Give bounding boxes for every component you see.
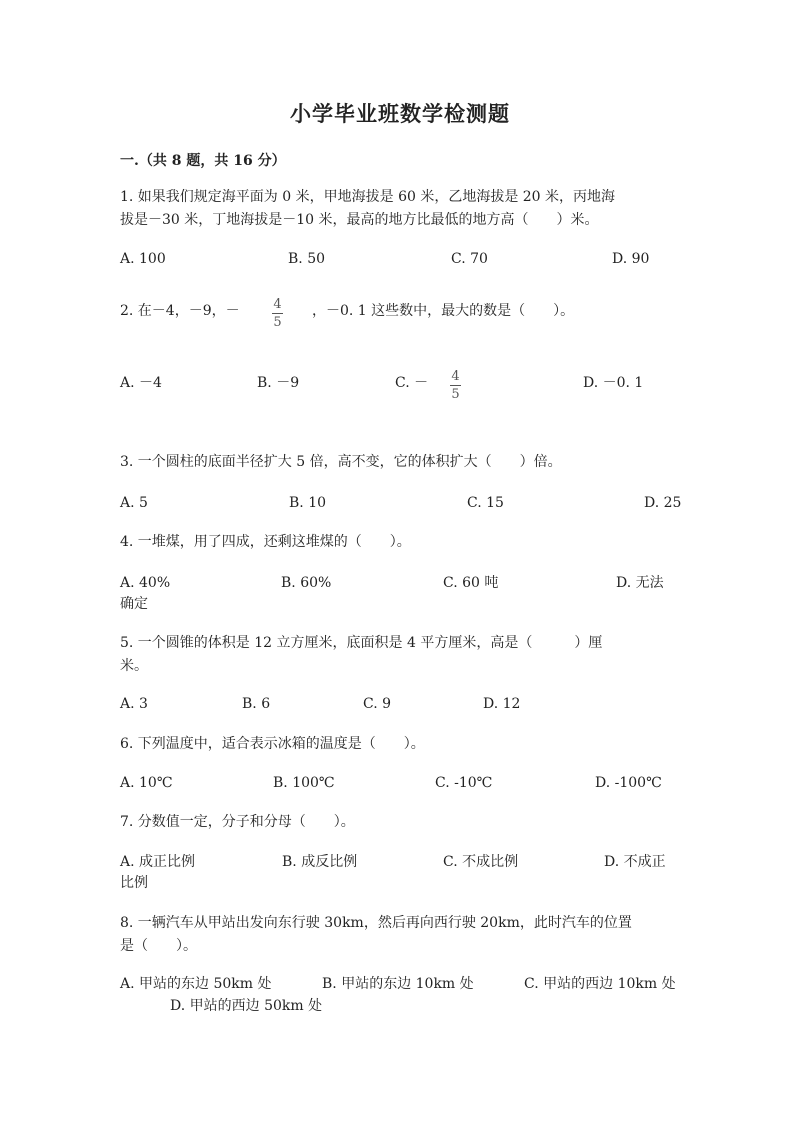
question-4-text: 4. 一堆煤，用了四成，还剩这堆煤的（ ）。 (120, 534, 411, 550)
question-6-option-b: B. 100℃ (273, 775, 335, 791)
question-1-option-b: B. 50 (288, 251, 326, 267)
question-3-text: 3. 一个圆柱的底面半径扩大 5 倍，高不变，它的体积扩大（ ）倍。 (120, 454, 562, 470)
question-1-option-c: C. 70 (451, 251, 488, 267)
question-1-text: 1. 如果我们规定海平面为 0 米，甲地海拔是 60 米，乙地海拔是 20 米，丙地海 (120, 189, 616, 205)
question-5-text-cont: 米。 (120, 658, 148, 674)
question-2-option-d: D. －0. 1 (583, 375, 644, 391)
question-2-option-a: A. －4 (120, 375, 162, 391)
question-7-text: 7. 分数值一定，分子和分母（ ）。 (120, 814, 355, 830)
question-5-option-d: D. 12 (483, 696, 521, 712)
question-8-text-cont: 是（ ）。 (120, 938, 197, 954)
fraction-denominator: 5 (273, 315, 282, 330)
question-5-text: 5. 一个圆锥的体积是 12 立方厘米，底面积是 4 平方厘米，高是（ ）厘 (120, 635, 603, 651)
question-6-option-c: C. -10℃ (435, 775, 493, 791)
question-4-option-d: D. 无法 (616, 575, 664, 591)
question-8-text: 8. 一辆汽车从甲站出发向东行驶 30km，然后再向西行驶 20km，此时汽车的位置 (120, 915, 632, 931)
fraction-numerator: 4 (273, 297, 282, 312)
question-4-option-b: B. 60% (281, 575, 332, 591)
question-7-option-a: A. 成正比例 (120, 854, 196, 870)
fraction-numerator: 4 (451, 369, 460, 384)
question-5-option-a: A. 3 (120, 696, 148, 712)
question-5-option-c: C. 9 (363, 696, 392, 712)
question-2-text-suffix: ，－0. 1 这些数中，最大的数是（ ）。 (312, 303, 575, 319)
question-8-option-c: C. 甲站的西边 10km 处 (524, 976, 676, 992)
question-2-text-prefix: 2. 在－4，－9，－ (120, 303, 240, 319)
question-1-option-a: A. 100 (120, 251, 166, 267)
page-title: 小学毕业班数学检测题 (290, 101, 510, 126)
fraction-denominator: 5 (451, 387, 460, 402)
question-6-text: 6. 下列温度中，适合表示冰箱的温度是（ ）。 (120, 736, 425, 752)
question-4-option-d-wrap: 确定 (120, 596, 148, 612)
question-3-option-b: B. 10 (289, 495, 327, 511)
question-7-option-c: C. 不成比例 (443, 854, 519, 870)
fraction-bar (272, 313, 283, 314)
question-2-option-c: C. － (395, 375, 429, 391)
question-7-option-d-wrap: 比例 (120, 875, 148, 891)
question-3-option-d: D. 25 (644, 495, 682, 511)
question-8-option-a: A. 甲站的东边 50km 处 (120, 976, 272, 992)
fraction-bar (450, 385, 461, 386)
question-8-option-b: B. 甲站的东边 10km 处 (322, 976, 474, 992)
question-5-option-b: B. 6 (242, 696, 271, 712)
question-6-option-d: D. -100℃ (595, 775, 662, 791)
question-4-option-a: A. 40% (120, 575, 171, 591)
question-3-option-c: C. 15 (467, 495, 504, 511)
question-4-option-c: C. 60 吨 (443, 575, 499, 591)
question-2-option-c-fraction (450, 369, 461, 402)
question-2-fraction (272, 297, 283, 330)
question-6-option-a: A. 10℃ (120, 775, 173, 791)
question-1-text-cont: 拔是－30 米，丁地海拔是－10 米，最高的地方比最低的地方高（ ）米。 (120, 212, 599, 228)
question-2-option-b: B. －9 (257, 375, 300, 391)
question-7-option-d: D. 不成正 (604, 854, 666, 870)
section-header: 一.（共 8 题，共 16 分） (120, 153, 286, 169)
question-3-option-a: A. 5 (120, 495, 148, 511)
question-7-option-b: B. 成反比例 (282, 854, 358, 870)
question-1-option-d: D. 90 (612, 251, 650, 267)
question-8-option-d: D. 甲站的西边 50km 处 (170, 998, 323, 1014)
